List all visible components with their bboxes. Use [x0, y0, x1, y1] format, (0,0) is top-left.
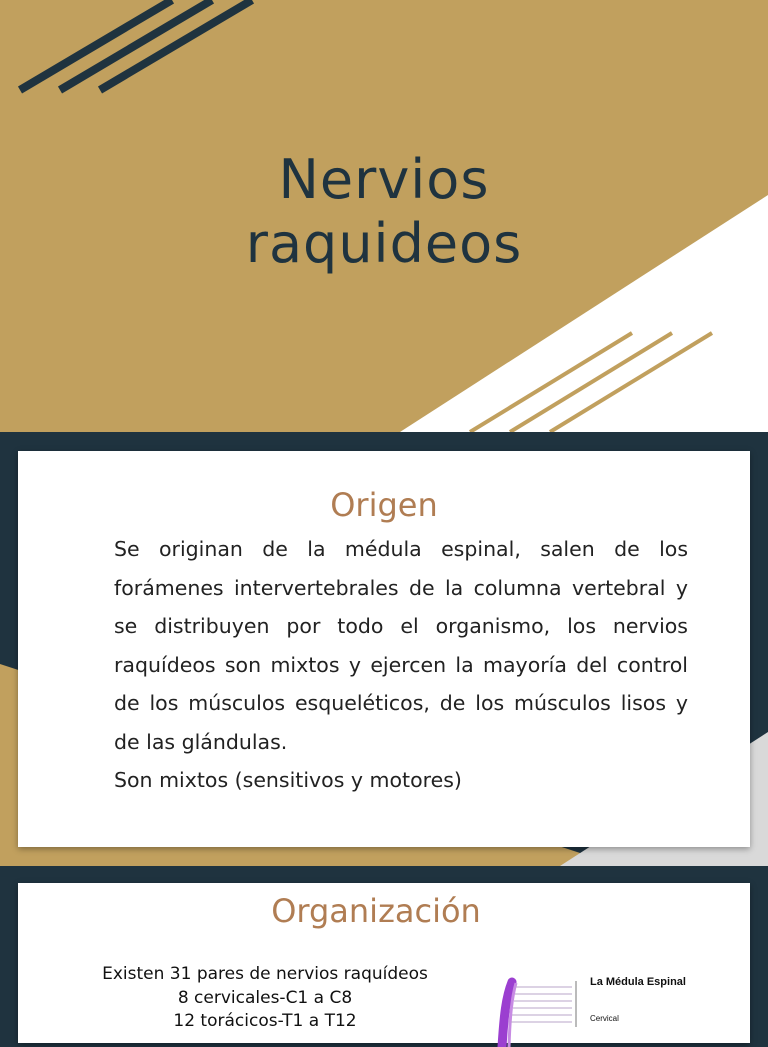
title-line-1: Nervios: [278, 148, 490, 211]
figure-title: La Médula Espinal: [590, 976, 686, 988]
organization-line-1: Existen 31 pares de nervios raquídeos: [102, 964, 428, 984]
origin-card: [18, 451, 750, 847]
origin-heading: Origen: [330, 486, 438, 524]
spinal-cord-illustration: [492, 977, 582, 1047]
figure-label-cervical: Cervical: [590, 1014, 619, 1023]
slide-title: [0, 148, 768, 276]
origin-mixed-note: Son mixtos (sensitivos y motores): [114, 768, 462, 792]
organization-heading: Organización: [271, 892, 481, 930]
organization-card: [18, 883, 750, 1043]
organization-line-2: 8 cervicales-C1 a C8: [177, 988, 353, 1008]
organization-line-3: 12 torácicos-T1 a T12: [173, 1011, 357, 1031]
origin-paragraph: Se originan de la médula espinal, salen de los forámenes intervertebrales de la columna vertebral y se distribuyen por todo el organismo, los nervios raquídeos son mixtos y ejercen la mayoría del control de los músculos esqueléticos, de los músculos lisos y de las glándulas.: [114, 537, 688, 754]
title-slide: [0, 0, 768, 432]
title-line-2: raquideos: [245, 212, 523, 275]
